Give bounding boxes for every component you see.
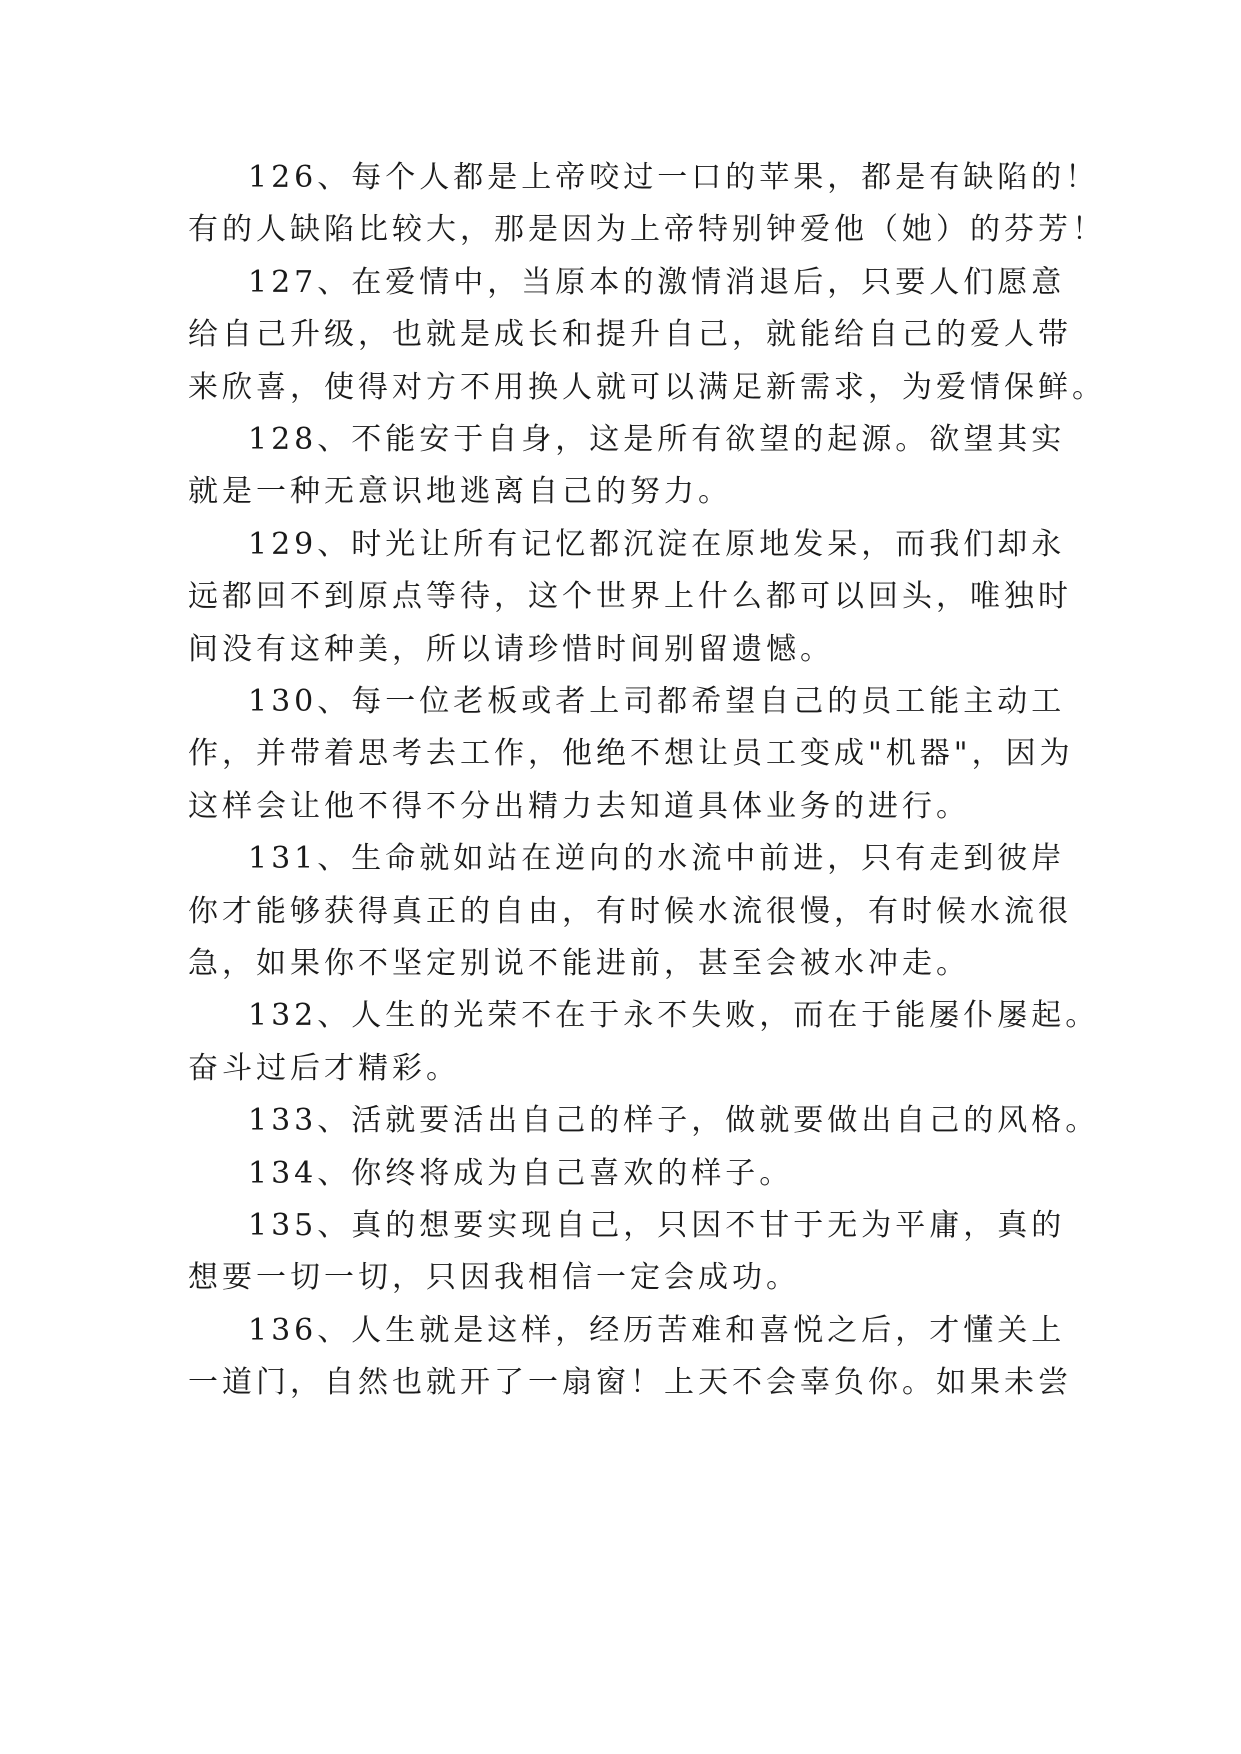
paragraph-first-line: 133、活就要活出自己的样子，做就要做出自己的风格。 xyxy=(248,1103,1100,1139)
paragraph-first-line: 129、时光让所有记忆都沉淀在原地发呆，而我们却永 xyxy=(248,526,1066,562)
paragraph-line: 远都回不到原点等待，这个世界上什么都可以回头，唯独时 xyxy=(188,579,1072,615)
paragraph-line: 奋斗过后才精彩。 xyxy=(188,1050,460,1086)
paragraph-line: 急，如果你不坚定别说不能进前，甚至会被水冲走。 xyxy=(188,946,970,981)
paragraph-line: 想要一切一切，只因我相信一定会成功。 xyxy=(188,1260,800,1296)
paragraph-first-line: 132、人生的光荣不在于永不失败，而在于能屡仆屡起。 xyxy=(248,998,1100,1034)
paragraph-first-line: 134、你终将成为自己喜欢的样子。 xyxy=(248,1155,794,1191)
paragraph-first-line: 136、人生就是这样，经历苦难和喜悦之后，才懂关上 xyxy=(248,1312,1066,1348)
paragraph-line: 给自己升级，也就是成长和提升自己，就能给自己的爱人带 xyxy=(188,317,1072,353)
paragraph-first-line: 128、不能安于自身，这是所有欲望的起源。欲望其实 xyxy=(248,422,1066,457)
paragraph-first-line: 131、生命就如站在逆向的水流中前进，只有走到彼岸 xyxy=(248,841,1066,877)
paragraph-line: 你才能够获得真正的自由，有时候水流很慢，有时候水流很 xyxy=(188,893,1072,929)
paragraph-line: 来欣喜，使得对方不用换人就可以满足新需求，为爱情保鲜。 xyxy=(188,369,1106,405)
paragraph-line: 间没有这种美，所以请珍惜时间别留遗憾。 xyxy=(188,631,834,667)
paragraph-first-line: 130、每一位老板或者上司都希望自己的员工能主动工 xyxy=(248,684,1066,719)
paragraph-first-line: 135、真的想要实现自己，只因不甘于无为平庸，真的 xyxy=(248,1208,1066,1243)
paragraph-line: 这样会让他不得不分出精力去知道具体业务的进行。 xyxy=(188,788,970,824)
paragraph-line: 一道门，自然也就开了一扇窗！上天不会辜负你。如果未尝 xyxy=(188,1365,1072,1401)
paragraph-line: 作，并带着思考去工作，他绝不想让员工变成"机器"，因为 xyxy=(188,736,1074,772)
paragraph-line: 有的人缺陷比较大，那是因为上帝特别钟爱他（她）的芬芳！ xyxy=(188,212,1106,248)
paragraph-first-line: 127、在爱情中，当原本的激情消退后，只要人们愿意 xyxy=(248,264,1066,300)
paragraph-line: 就是一种无意识地逃离自己的努力。 xyxy=(188,474,732,510)
paragraph-first-line: 126、每个人都是上帝咬过一口的苹果，都是有缺陷的！ xyxy=(248,160,1100,195)
